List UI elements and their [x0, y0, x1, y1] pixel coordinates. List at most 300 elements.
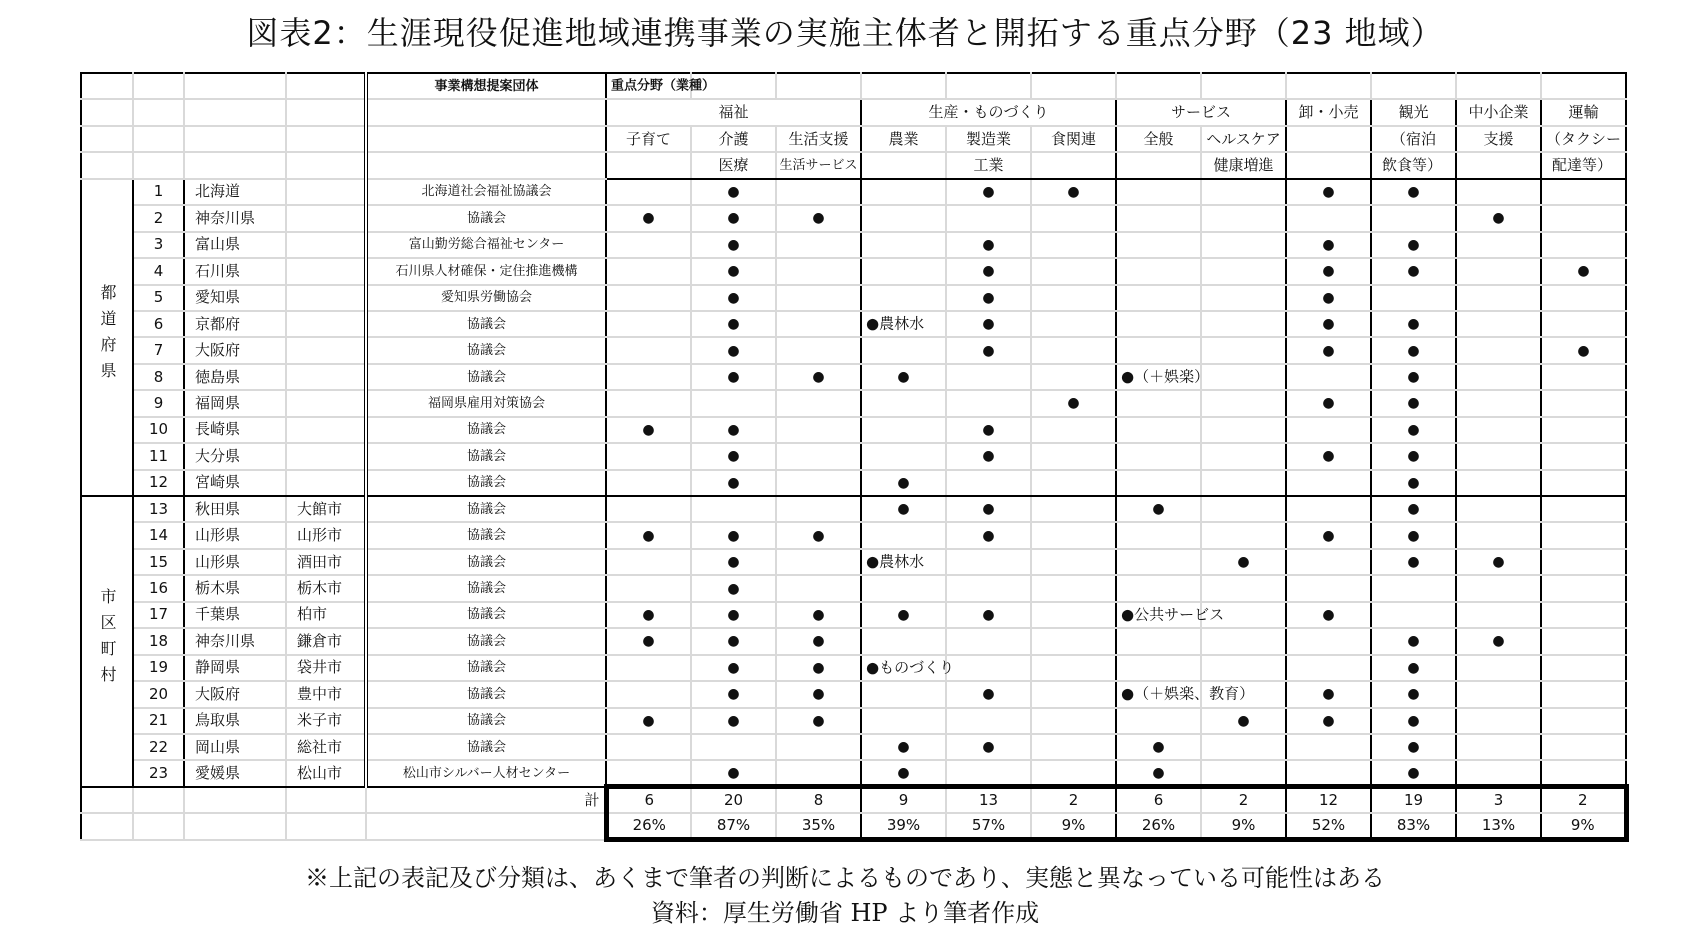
empty-cell — [1456, 522, 1541, 548]
focus-mark-with-note: ●（＋娯楽） — [1121, 367, 1210, 386]
empty-cell — [1031, 443, 1116, 469]
focus-mark-dot: ● — [1286, 311, 1371, 337]
city-name — [286, 311, 366, 337]
empty-cell — [286, 73, 366, 99]
empty-cell — [1201, 470, 1286, 496]
empty-cell — [1031, 205, 1116, 231]
focus-mark-dot: ● — [946, 232, 1031, 258]
empty-cell — [1031, 417, 1116, 443]
empty-cell — [1116, 390, 1201, 416]
empty-cell — [946, 575, 1031, 601]
empty-cell — [776, 337, 861, 363]
empty-cell — [1116, 179, 1201, 205]
empty-cell — [1456, 258, 1541, 284]
city-name — [286, 364, 366, 390]
group-header-transport: 運輸 — [1541, 99, 1626, 125]
empty-cell — [286, 126, 366, 152]
prefecture-name: 秋田県 — [184, 496, 286, 522]
prefecture-name: 徳島県 — [184, 364, 286, 390]
empty-cell — [1286, 364, 1371, 390]
total-percent: 9% — [1541, 813, 1626, 839]
empty-cell — [81, 787, 133, 813]
empty-cell — [861, 285, 946, 311]
empty-cell — [1116, 311, 1201, 337]
empty-cell — [861, 337, 946, 363]
proposing-organization: 協議会 — [366, 470, 606, 496]
focus-mark-dot: ● — [691, 681, 776, 707]
focus-mark-note — [861, 311, 946, 337]
focus-mark-dot: ● — [606, 602, 691, 628]
focus-mark-dot: ● — [691, 760, 776, 786]
empty-cell — [1031, 470, 1116, 496]
focus-mark-dot: ● — [1286, 285, 1371, 311]
focus-mark-dot: ● — [691, 470, 776, 496]
focus-mark-dot: ● — [606, 417, 691, 443]
empty-cell — [1541, 734, 1626, 760]
city-name — [286, 470, 366, 496]
row-number: 9 — [133, 390, 184, 416]
total-percent: 13% — [1456, 813, 1541, 839]
row-number: 6 — [133, 311, 184, 337]
empty-cell — [1031, 337, 1116, 363]
proposing-organization: 協議会 — [366, 655, 606, 681]
empty-cell — [776, 73, 861, 99]
prefecture-name: 岡山県 — [184, 734, 286, 760]
focus-mark-dot: ● — [1371, 417, 1456, 443]
focus-mark-dot: ● — [1116, 734, 1201, 760]
proposing-organization: 協議会 — [366, 337, 606, 363]
row-number: 11 — [133, 443, 184, 469]
city-name: 鎌倉市 — [286, 628, 366, 654]
focus-mark-with-note: ●農林水 — [866, 552, 925, 571]
empty-cell — [776, 470, 861, 496]
empty-cell — [606, 390, 691, 416]
empty-cell — [1286, 760, 1371, 786]
empty-cell — [1541, 522, 1626, 548]
empty-cell — [1541, 443, 1626, 469]
empty-cell — [606, 734, 691, 760]
empty-cell — [1541, 232, 1626, 258]
focus-mark-note — [861, 655, 955, 681]
empty-cell — [691, 496, 776, 522]
total-percent: 83% — [1371, 813, 1456, 839]
header-row-sub2 — [81, 152, 1626, 178]
empty-cell — [133, 73, 184, 99]
empty-cell — [1541, 417, 1626, 443]
empty-cell — [1456, 655, 1541, 681]
focus-mark-dot: ● — [691, 522, 776, 548]
subheader-sub2-5 — [1031, 152, 1116, 178]
empty-cell — [1541, 179, 1626, 205]
focus-mark-dot: ● — [1371, 655, 1456, 681]
subheader-sub1-3: 農業 — [861, 126, 946, 152]
city-name: 酒田市 — [286, 549, 366, 575]
focus-mark-dot: ● — [1371, 522, 1456, 548]
proposing-organization: 愛知県労働協会 — [366, 285, 606, 311]
subheader-sub2-9: 飲食等） — [1371, 152, 1456, 178]
empty-cell — [861, 205, 946, 231]
focus-mark-dot: ● — [1286, 337, 1371, 363]
focus-mark-dot: ● — [1371, 258, 1456, 284]
focus-mark-dot: ● — [691, 205, 776, 231]
focus-mark-dot: ● — [1286, 443, 1371, 469]
focus-mark-dot: ● — [1456, 205, 1541, 231]
total-percent: 57% — [946, 813, 1031, 839]
header-row-groups — [81, 99, 1626, 125]
empty-cell — [1286, 496, 1371, 522]
empty-cell — [1116, 73, 1201, 99]
city-name — [286, 179, 366, 205]
prefecture-name: 鳥取県 — [184, 708, 286, 734]
empty-cell — [861, 390, 946, 416]
proposing-organization: 協議会 — [366, 549, 606, 575]
proposing-organization: 協議会 — [366, 311, 606, 337]
group-header-production: 生産・ものづくり — [861, 99, 1116, 125]
empty-cell — [606, 285, 691, 311]
empty-cell — [1031, 549, 1116, 575]
focus-mark-dot: ● — [946, 602, 1031, 628]
total-count: 6 — [606, 787, 691, 813]
table-row — [81, 470, 1626, 496]
focus-mark-dot: ● — [1371, 681, 1456, 707]
empty-cell — [1031, 628, 1116, 654]
table-row — [81, 232, 1626, 258]
empty-cell — [1541, 73, 1626, 99]
focus-mark-dot: ● — [691, 285, 776, 311]
empty-cell — [1201, 628, 1286, 654]
total-count: 19 — [1371, 787, 1456, 813]
proposing-organization: 協議会 — [366, 734, 606, 760]
row-number: 3 — [133, 232, 184, 258]
empty-cell — [81, 813, 133, 839]
prefecture-name: 京都府 — [184, 311, 286, 337]
group-label-cell — [81, 179, 133, 496]
empty-cell — [1201, 443, 1286, 469]
empty-cell — [1541, 602, 1626, 628]
empty-cell — [1371, 205, 1456, 231]
empty-cell — [1541, 708, 1626, 734]
empty-cell — [861, 708, 946, 734]
focus-mark-dot: ● — [946, 443, 1031, 469]
focus-mark-dot: ● — [861, 496, 946, 522]
empty-cell — [1116, 258, 1201, 284]
org-column-header: 事業構想提案団体 — [366, 73, 606, 99]
empty-cell — [1456, 311, 1541, 337]
total-count: 12 — [1286, 787, 1371, 813]
empty-cell — [861, 232, 946, 258]
focus-mark-dot: ● — [946, 496, 1031, 522]
total-count: 2 — [1031, 787, 1116, 813]
total-count: 20 — [691, 787, 776, 813]
empty-cell — [1456, 443, 1541, 469]
empty-cell — [776, 417, 861, 443]
focus-mark-dot: ● — [1371, 760, 1456, 786]
empty-cell — [606, 655, 691, 681]
focus-mark-dot: ● — [1286, 708, 1371, 734]
focus-mark-dot: ● — [1286, 681, 1371, 707]
header-row-sub1 — [81, 126, 1626, 152]
total-count: 6 — [1116, 787, 1201, 813]
empty-cell — [184, 152, 286, 178]
table-row — [81, 337, 1626, 363]
empty-cell — [1456, 232, 1541, 258]
empty-cell — [776, 390, 861, 416]
focus-mark-dot: ● — [1116, 496, 1201, 522]
empty-cell — [184, 813, 286, 839]
group-header-service: サービス — [1116, 99, 1286, 125]
empty-cell — [1201, 285, 1286, 311]
focus-mark-dot: ● — [606, 205, 691, 231]
total-percent: 9% — [1031, 813, 1116, 839]
empty-cell — [1031, 708, 1116, 734]
total-count: 2 — [1201, 787, 1286, 813]
empty-cell — [1286, 470, 1371, 496]
empty-cell — [1116, 522, 1201, 548]
focus-mark-with-note: ●公共サービス — [1121, 605, 1225, 624]
empty-cell — [1116, 655, 1201, 681]
city-name — [286, 232, 366, 258]
subheader-sub2-7: 健康増進 — [1201, 152, 1286, 178]
focus-mark-dot: ● — [691, 628, 776, 654]
focus-mark-dot: ● — [946, 522, 1031, 548]
focus-mark-dot: ● — [776, 602, 861, 628]
row-number: 1 — [133, 179, 184, 205]
focus-mark-dot: ● — [946, 311, 1031, 337]
proposing-organization: 福岡県雇用対策協会 — [366, 390, 606, 416]
empty-cell — [776, 285, 861, 311]
empty-cell — [1031, 364, 1116, 390]
focus-mark-dot: ● — [1116, 760, 1201, 786]
focus-mark-dot: ● — [946, 179, 1031, 205]
focus-mark-dot: ● — [1371, 311, 1456, 337]
empty-cell — [946, 628, 1031, 654]
focus-mark-dot: ● — [946, 681, 1031, 707]
empty-cell — [1201, 496, 1286, 522]
empty-cell — [1371, 575, 1456, 601]
empty-cell — [1031, 496, 1116, 522]
city-name: 山形市 — [286, 522, 366, 548]
prefecture-name: 愛知県 — [184, 285, 286, 311]
empty-cell — [776, 179, 861, 205]
subheader-sub1-5: 食関連 — [1031, 126, 1116, 152]
total-label: 計 — [366, 787, 606, 813]
focus-mark-note — [861, 549, 946, 575]
empty-cell — [1031, 760, 1116, 786]
subheader-sub1-4: 製造業 — [946, 126, 1031, 152]
empty-cell — [1031, 575, 1116, 601]
proposing-organization: 協議会 — [366, 205, 606, 231]
empty-cell — [1201, 337, 1286, 363]
empty-cell — [1541, 549, 1626, 575]
empty-cell — [1116, 417, 1201, 443]
empty-cell — [776, 258, 861, 284]
empty-cell — [1541, 575, 1626, 601]
focus-mark-dot: ● — [691, 575, 776, 601]
empty-cell — [1201, 311, 1286, 337]
focus-mark-note — [1116, 364, 1210, 390]
empty-cell — [946, 364, 1031, 390]
focus-mark-dot: ● — [1371, 549, 1456, 575]
empty-cell — [1201, 364, 1286, 390]
empty-cell — [1456, 470, 1541, 496]
subheader-sub1-2: 生活支援 — [776, 126, 861, 152]
table-row — [81, 522, 1626, 548]
city-name: 松山市 — [286, 760, 366, 786]
focus-mark-with-note: ●（＋娯楽、教育） — [1121, 684, 1255, 703]
empty-cell — [1456, 681, 1541, 707]
row-number: 19 — [133, 655, 184, 681]
empty-cell — [1456, 337, 1541, 363]
totals-count-row — [81, 787, 1626, 813]
total-count: 9 — [861, 787, 946, 813]
empty-cell — [1031, 73, 1116, 99]
empty-cell — [366, 813, 606, 839]
focus-mark-dot: ● — [1371, 179, 1456, 205]
city-name: 栃木市 — [286, 575, 366, 601]
empty-cell — [691, 390, 776, 416]
focus-mark-dot: ● — [1371, 734, 1456, 760]
empty-cell — [1286, 73, 1371, 99]
prefecture-name: 山形県 — [184, 522, 286, 548]
empty-cell — [1201, 734, 1286, 760]
table-body — [81, 179, 1626, 787]
table-row — [81, 258, 1626, 284]
row-number: 12 — [133, 470, 184, 496]
empty-cell — [606, 681, 691, 707]
group-label: 都道府県 — [98, 283, 117, 388]
row-number: 23 — [133, 760, 184, 786]
empty-cell — [184, 787, 286, 813]
focus-mark-dot: ● — [1286, 179, 1371, 205]
row-number: 14 — [133, 522, 184, 548]
empty-cell — [184, 99, 286, 125]
focus-mark-dot: ● — [861, 602, 946, 628]
empty-cell — [946, 760, 1031, 786]
group-label-cell — [81, 496, 133, 787]
group-header-retail: 卸・小売 — [1286, 99, 1371, 125]
focus-mark-dot: ● — [861, 364, 946, 390]
subheader-sub2-3 — [861, 152, 946, 178]
proposing-organization: 協議会 — [366, 443, 606, 469]
focus-mark-dot: ● — [691, 655, 776, 681]
empty-cell — [1201, 760, 1286, 786]
empty-cell — [286, 813, 366, 839]
empty-cell — [1541, 760, 1626, 786]
empty-cell — [691, 734, 776, 760]
subheader-sub1-0: 子育て — [606, 126, 691, 152]
page-title: 図表2：生涯現役促進地域連携事業の実施主体者と開拓する重点分野（23 地域） — [246, 14, 1444, 52]
empty-cell — [286, 787, 366, 813]
focus-mark-dot: ● — [946, 734, 1031, 760]
city-name: 総社市 — [286, 734, 366, 760]
prefecture-name: 大阪府 — [184, 681, 286, 707]
empty-cell — [1116, 708, 1201, 734]
proposing-organization: 協議会 — [366, 417, 606, 443]
prefecture-name: 神奈川県 — [184, 205, 286, 231]
focus-mark-dot: ● — [1371, 364, 1456, 390]
empty-cell — [606, 232, 691, 258]
focus-mark-dot: ● — [1286, 232, 1371, 258]
focus-mark-dot: ● — [691, 364, 776, 390]
city-name — [286, 285, 366, 311]
empty-cell — [81, 73, 133, 99]
subheader-sub1-9: （宿泊 — [1371, 126, 1456, 152]
total-count: 8 — [776, 787, 861, 813]
table-row — [81, 285, 1626, 311]
empty-cell — [861, 73, 946, 99]
total-percent: 87% — [691, 813, 776, 839]
empty-cell — [1201, 73, 1286, 99]
empty-cell — [1541, 285, 1626, 311]
empty-cell — [1286, 734, 1371, 760]
empty-cell — [946, 470, 1031, 496]
proposing-organization: 協議会 — [366, 522, 606, 548]
focus-mark-dot: ● — [1371, 390, 1456, 416]
empty-cell — [1116, 443, 1201, 469]
row-number: 21 — [133, 708, 184, 734]
empty-cell — [366, 152, 606, 178]
table-row — [81, 390, 1626, 416]
subheader-sub2-6 — [1116, 152, 1201, 178]
empty-cell — [1541, 655, 1626, 681]
empty-cell — [1286, 205, 1371, 231]
empty-cell — [1201, 575, 1286, 601]
empty-cell — [1456, 179, 1541, 205]
empty-cell — [1201, 522, 1286, 548]
subheader-sub1-6: 全般 — [1116, 126, 1201, 152]
table-row — [81, 549, 1626, 575]
row-number: 2 — [133, 205, 184, 231]
subheader-sub2-1: 医療 — [691, 152, 776, 178]
empty-cell — [1371, 602, 1456, 628]
footnote-disclaimer: ※上記の表記及び分類は、あくまで筆者の判断によるものであり、実態と異なっている可能性はある — [305, 864, 1385, 892]
row-number: 7 — [133, 337, 184, 363]
focus-mark-dot: ● — [861, 734, 946, 760]
focus-mark-dot: ● — [1371, 232, 1456, 258]
empty-cell — [861, 522, 946, 548]
prefecture-name: 神奈川県 — [184, 628, 286, 654]
empty-cell — [81, 99, 133, 125]
focus-mark-dot: ● — [1371, 628, 1456, 654]
focus-mark-dot: ● — [1371, 708, 1456, 734]
prefecture-name: 千葉県 — [184, 602, 286, 628]
subheader-sub1-7: ヘルスケア — [1201, 126, 1286, 152]
proposing-organization: 北海道社会福祉協議会 — [366, 179, 606, 205]
empty-cell — [1456, 602, 1541, 628]
empty-cell — [861, 179, 946, 205]
total-percent: 26% — [1116, 813, 1201, 839]
proposing-organization: 富山勤労総合福祉センター — [366, 232, 606, 258]
empty-cell — [1201, 258, 1286, 284]
prefecture-name: 静岡県 — [184, 655, 286, 681]
focus-mark-dot: ● — [691, 417, 776, 443]
focus-mark-dot: ● — [606, 522, 691, 548]
city-name — [286, 390, 366, 416]
empty-cell — [1286, 417, 1371, 443]
empty-cell — [1456, 496, 1541, 522]
row-number: 13 — [133, 496, 184, 522]
focus-mark-dot: ● — [1371, 337, 1456, 363]
focus-mark-dot: ● — [946, 258, 1031, 284]
city-name — [286, 205, 366, 231]
table-row — [81, 179, 1626, 205]
prefecture-name: 長崎県 — [184, 417, 286, 443]
empty-cell — [1116, 205, 1201, 231]
focus-mark-dot: ● — [946, 417, 1031, 443]
focus-mark-dot: ● — [691, 708, 776, 734]
focus-mark-dot: ● — [1456, 628, 1541, 654]
empty-cell — [1031, 258, 1116, 284]
